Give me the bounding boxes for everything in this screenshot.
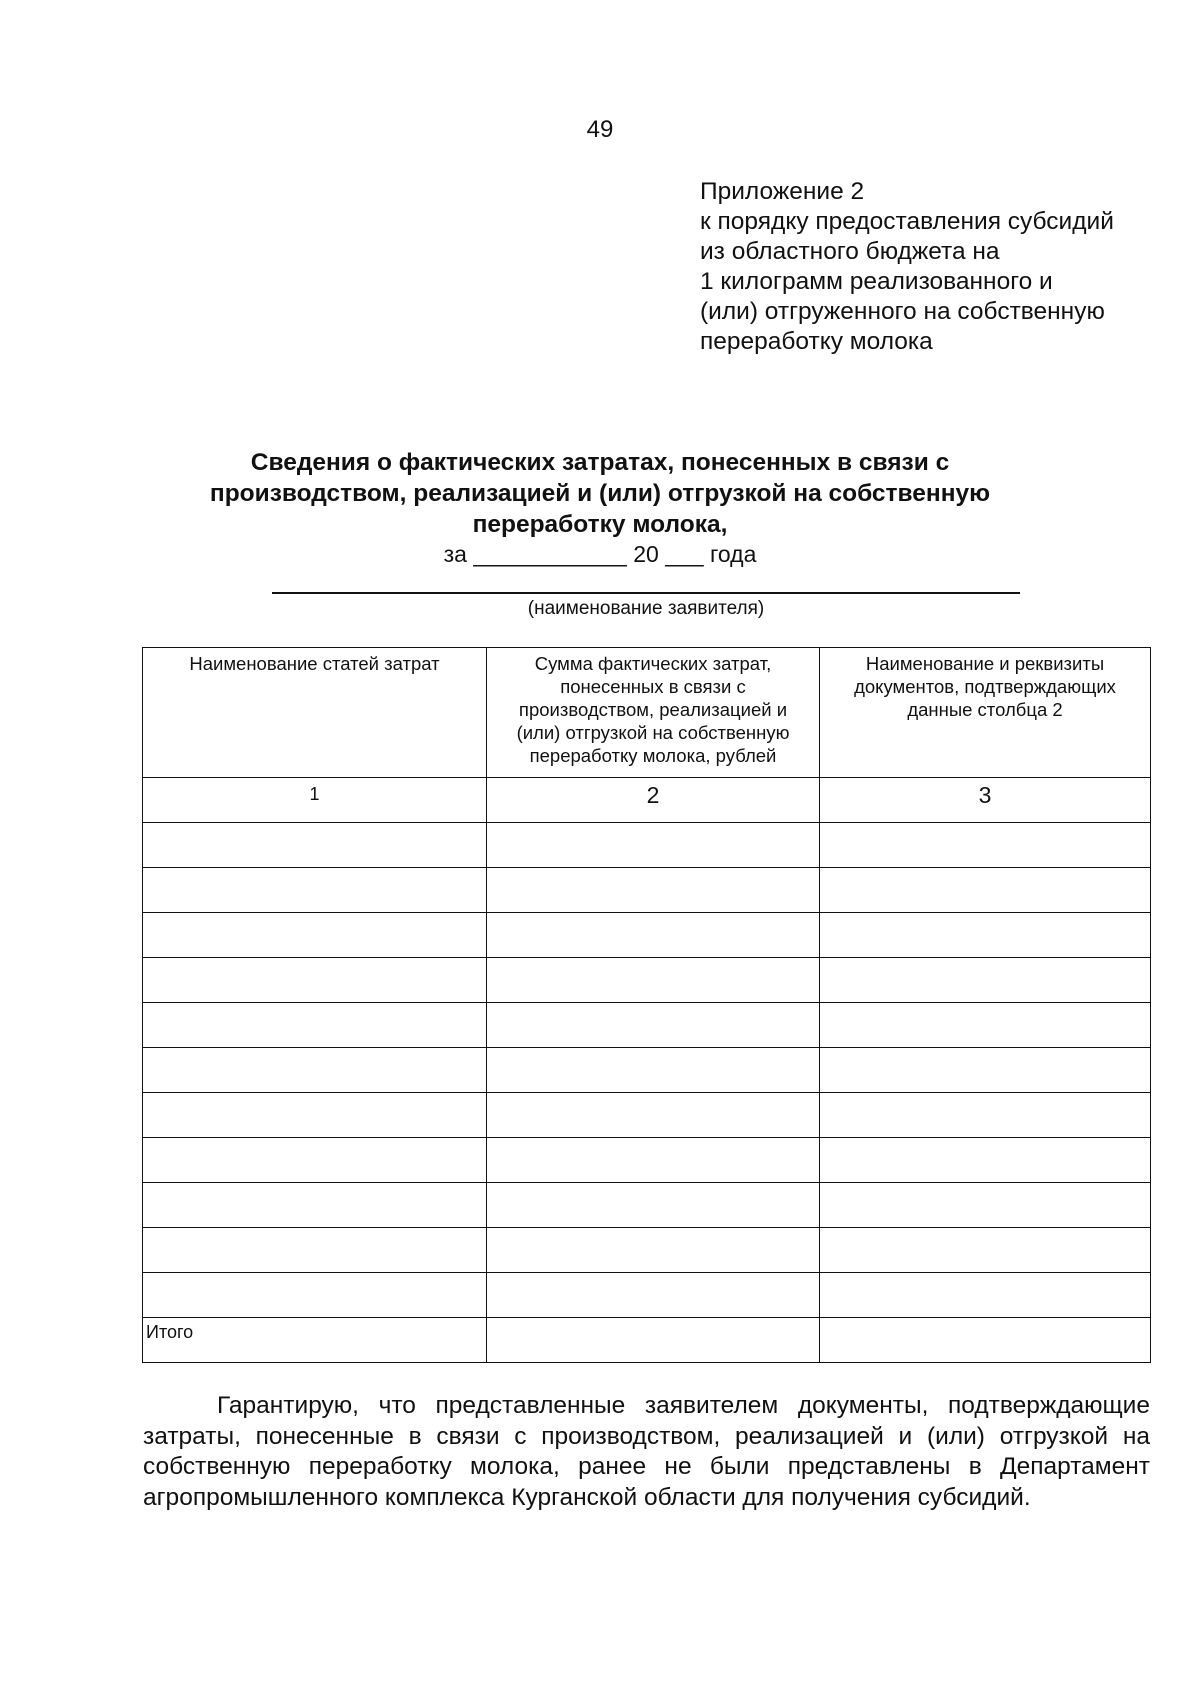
table-cell[interactable] [487, 823, 820, 868]
header-actual-costs: Сумма фактических затрат, понесенных в связи с производством, реализацией и (или) отгрузкой на собственную переработку молока, рублей [487, 648, 820, 778]
table-cell[interactable] [143, 1228, 487, 1273]
column-number-row [143, 778, 1151, 823]
table-cell[interactable] [820, 1138, 1151, 1183]
header-cost-items: Наименование статей затрат [143, 648, 487, 778]
document-title [100, 447, 1100, 540]
applicant-name-line [272, 592, 1020, 594]
table-cell[interactable] [143, 1003, 487, 1048]
table-cell[interactable] [143, 868, 487, 913]
table-cell[interactable] [820, 1228, 1151, 1273]
table-cell[interactable] [487, 958, 820, 1003]
table-cell[interactable] [143, 1183, 487, 1228]
table-cell[interactable] [487, 1183, 820, 1228]
table-cell[interactable] [820, 1273, 1151, 1318]
table-cell[interactable] [143, 958, 487, 1003]
total-row [143, 1318, 1151, 1363]
table-cell[interactable] [820, 1093, 1151, 1138]
table-row [143, 1273, 1151, 1318]
page-number: 49 [586, 116, 614, 143]
table-cell[interactable] [487, 1003, 820, 1048]
table-cell[interactable] [820, 868, 1151, 913]
total-label: Итого [143, 1318, 487, 1363]
table-cell[interactable] [820, 1048, 1151, 1093]
total-cell[interactable] [487, 1318, 820, 1363]
column-number: 3 [820, 778, 1151, 823]
appendix-line: из областного бюджета на [700, 238, 1000, 265]
table-cell[interactable] [143, 1273, 487, 1318]
appendix-block [700, 177, 1170, 357]
table-cell[interactable] [143, 823, 487, 868]
appendix-line: Приложение 2 [700, 178, 865, 205]
costs-table [142, 647, 1151, 1363]
table-row [143, 1093, 1151, 1138]
table-cell[interactable] [487, 1093, 820, 1138]
table-row [143, 958, 1151, 1003]
column-number: 1 [143, 778, 487, 823]
table-cell[interactable] [487, 1048, 820, 1093]
table-cell[interactable] [143, 913, 487, 958]
table-cell[interactable] [820, 913, 1151, 958]
appendix-line: переработку молока [700, 328, 933, 355]
table-row [143, 1138, 1151, 1183]
applicant-caption: (наименование заявителя) [527, 598, 765, 619]
table-cell[interactable] [487, 1228, 820, 1273]
reporting-period: за ____________ 20 ___ года [443, 541, 757, 567]
table-row [143, 1228, 1151, 1273]
title-line: Сведения о фактических затратах, понесенных в связи с [250, 449, 950, 476]
table-row [143, 1003, 1151, 1048]
table-cell[interactable] [820, 823, 1151, 868]
table-cell[interactable] [487, 1138, 820, 1183]
table-row [143, 1183, 1151, 1228]
guarantee-paragraph: Гарантирую, что представленные заявителем документы, подтверждающие затраты, понесенные в связи с производством, реализацией и (или) отгрузкой на собственную переработку молока, ранее не были представлены в Департамент агропромышленного комплекса Курганской области для получения субсидий. [143, 1392, 1150, 1511]
table-cell[interactable] [820, 1183, 1151, 1228]
title-line: производством, реализацией и (или) отгрузкой на собственную [209, 480, 991, 507]
table-row [143, 823, 1151, 868]
table-row [143, 868, 1151, 913]
header-documents: Наименование и реквизиты документов, подтверждающих данные столбца 2 [820, 648, 1151, 778]
table-cell[interactable] [820, 1003, 1151, 1048]
table-cell[interactable] [487, 868, 820, 913]
table-cell[interactable] [143, 1093, 487, 1138]
table-cell[interactable] [143, 1138, 487, 1183]
title-line: переработку молока, [472, 511, 728, 538]
table-cell[interactable] [820, 958, 1151, 1003]
table-row [143, 913, 1151, 958]
appendix-line: 1 килограмм реализованного и [700, 268, 1053, 295]
table-cell[interactable] [143, 1048, 487, 1093]
table-row [143, 1048, 1151, 1093]
appendix-line: (или) отгруженного на собственную [700, 298, 1105, 325]
appendix-line: к порядку предоставления субсидий [700, 208, 1114, 235]
total-cell[interactable] [820, 1318, 1151, 1363]
table-cell[interactable] [487, 1273, 820, 1318]
table-cell[interactable] [487, 913, 820, 958]
table-header-row [143, 648, 1151, 778]
column-number: 2 [487, 778, 820, 823]
